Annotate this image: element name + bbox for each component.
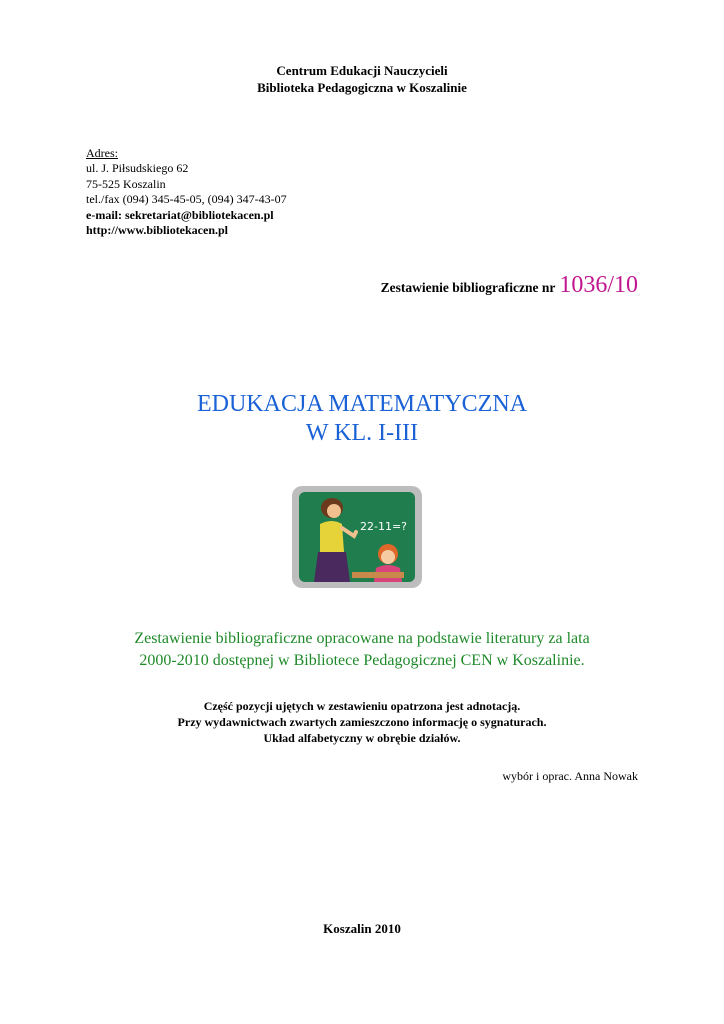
student-face	[381, 550, 395, 564]
bibliography-number: 1036/10	[559, 272, 638, 298]
title-line-2: W KL. I-III	[305, 420, 419, 446]
board-equation: 22-11=?	[360, 520, 408, 533]
description-line-1: Zestawienie bibliograficzne opracowane na podstawie literatury za lata	[134, 630, 590, 647]
teacher-skirt	[314, 552, 350, 582]
bibliography-label: Zestawienie bibliograficzne nr	[380, 280, 556, 295]
teacher-shirt	[320, 521, 344, 552]
notes	[0, 698, 724, 746]
note-line-3: Układ alfabetyczny w obrębie działów.	[263, 731, 461, 745]
address-block	[86, 146, 287, 238]
library-name: Biblioteka Pedagogiczna w Koszalinie	[257, 80, 467, 95]
address-phone: tel./fax (094) 345-45-05, (094) 347-43-07	[86, 192, 287, 207]
title-line-1: EDUKACJA MATEMATYCZNA	[196, 391, 527, 417]
teacher-face	[327, 504, 341, 518]
footer-place-date: Koszalin 2010	[323, 921, 401, 936]
teacher-chalkboard-illustration	[290, 484, 424, 590]
note-line-2: Przy wydawnictwach zwartych zamieszczono informację o sygnaturach.	[177, 715, 547, 729]
description	[0, 628, 724, 672]
bibliography-number-line	[381, 272, 638, 299]
institution-header	[0, 62, 724, 96]
note-line-1: Część pozycji ujętych w zestawieniu opatrzona jest adnotacją.	[203, 699, 521, 713]
institution-name: Centrum Edukacji Nauczycieli	[276, 63, 448, 78]
author-credit: wybór i oprac. Anna Nowak	[502, 769, 638, 783]
document-title	[0, 390, 724, 448]
description-line-2: 2000-2010 dostępnej w Bibliotece Pedagogicznej CEN w Koszalinie.	[139, 652, 585, 669]
student-desk	[352, 572, 404, 578]
address-label: Adres:	[86, 146, 118, 160]
address-website[interactable]: http://www.bibliotekacen.pl	[86, 223, 229, 238]
address-email[interactable]: e-mail: sekretariat@bibliotekacen.pl	[86, 207, 274, 222]
address-street: ul. J. Piłsudskiego 62	[86, 161, 189, 176]
address-city: 75-525 Koszalin	[86, 176, 166, 191]
